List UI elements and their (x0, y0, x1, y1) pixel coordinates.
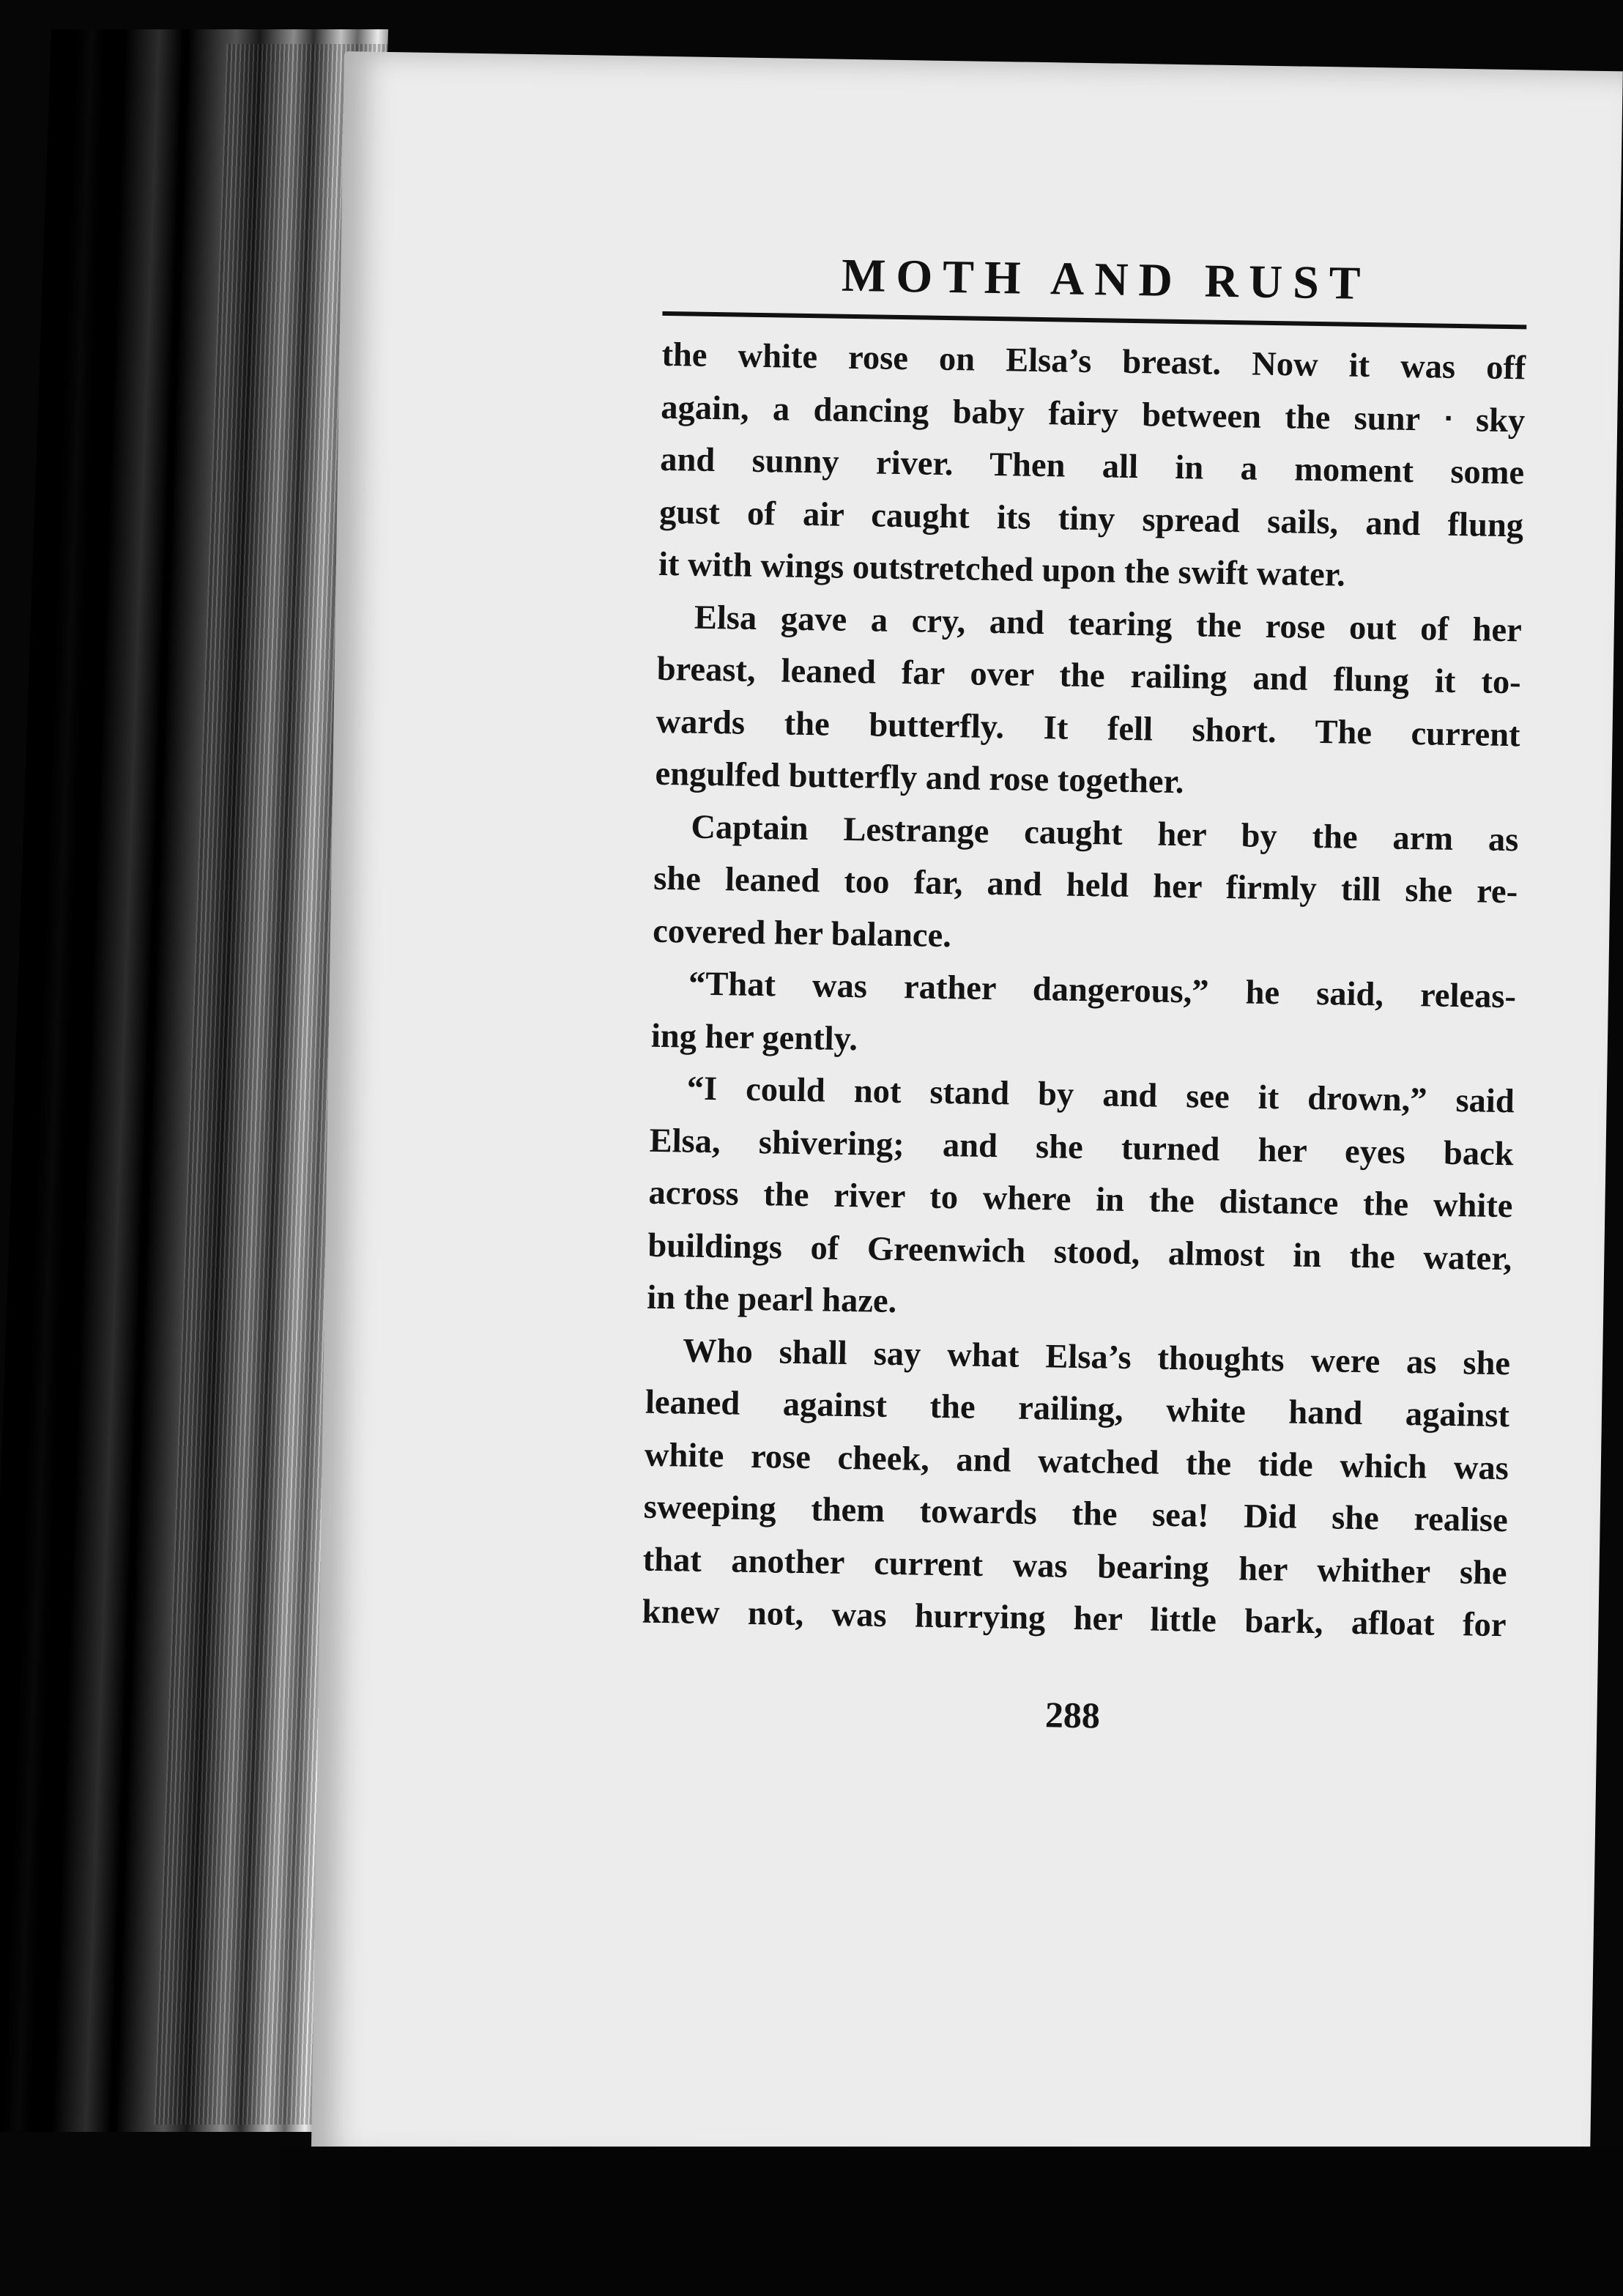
text-line: ing her gently. (650, 1017, 858, 1058)
book-page (311, 51, 1623, 2181)
text-line: across the river to where in the distance the white (648, 1174, 1513, 1226)
text-line: she leaned too far, and held her firmly till she re- (653, 859, 1518, 911)
text-line: Elsa gave a cry, and tearing the rose out of her (694, 599, 1523, 649)
text-line: “That was rather dangerous,” he said, releas- (688, 965, 1517, 1016)
text-line: white rose cheek, and watched the tide which was (644, 1436, 1509, 1487)
text-line: “I could not stand by and see it drown,” said (686, 1070, 1515, 1121)
text-line: engulfed butterfly and rose together. (655, 755, 1184, 801)
text-line: knew not, was hurrying her little bark, afloat for (642, 1593, 1507, 1645)
bottom-shadow (278, 2147, 1623, 2296)
text-line: Elsa, shivering; and she turned her eyes back (649, 1122, 1514, 1173)
text-line: breast, leaned far over the railing and flung it to- (656, 650, 1522, 702)
text-line: leaned against the railing, white hand against (645, 1383, 1510, 1435)
body-text (642, 329, 1526, 1652)
text-line: and sunny river. Then all in a moment some (659, 440, 1525, 492)
text-line: Who shall say what Elsa’s thoughts were as she (682, 1331, 1511, 1382)
text-line: the white rose on Elsa’s breast. Now it was off (661, 336, 1526, 388)
text-line: again, a dancing baby fairy between the sunr ᐧ sky (661, 388, 1526, 440)
text-line: in the pearl haze. (646, 1278, 897, 1321)
text-line: wards the butterfly. It fell short. The current (655, 703, 1520, 754)
text-line: gust of air caught its tiny spread sails, and flung (658, 493, 1524, 544)
text-line: covered her balance. (652, 912, 952, 955)
text-line: Captain Lestrange caught her by the arm as (691, 808, 1519, 859)
text-line: buildings of Greenwich stood, almost in the water, (647, 1226, 1512, 1278)
running-head: MOTH AND RUST (841, 248, 1372, 310)
page-number: 288 (1044, 1694, 1101, 1736)
text-line: sweeping them towards the sea! Did she realise (643, 1488, 1509, 1540)
text-line: that another current was bearing her whither she (642, 1541, 1507, 1592)
text-line: it with wings outstretched upon the swift water. (658, 545, 1346, 594)
